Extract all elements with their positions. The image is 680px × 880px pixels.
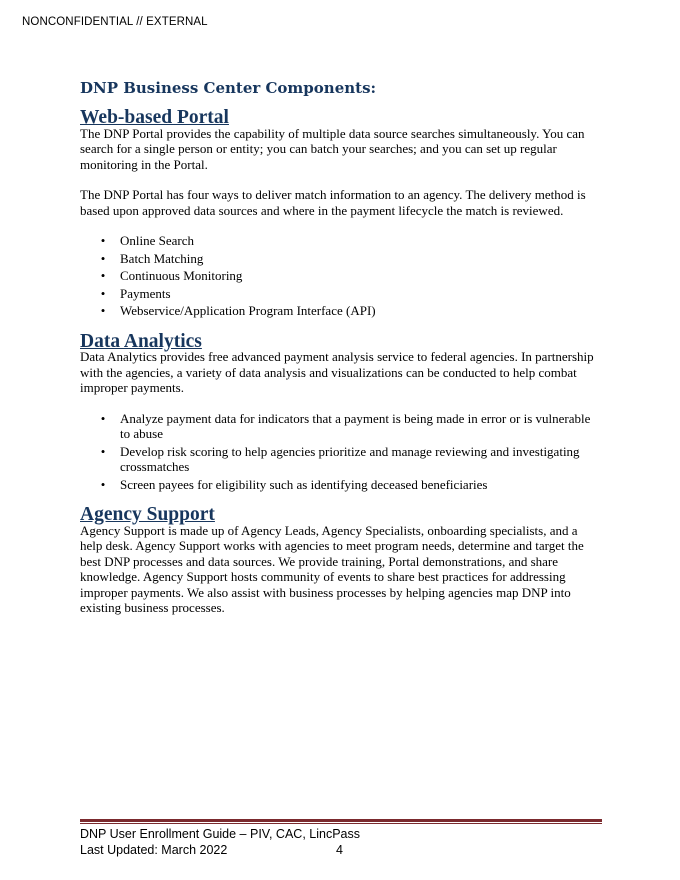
list-item — [80, 251, 602, 267]
page-title: DNP Business Center Components: — [80, 79, 377, 97]
list-item-text: Develop risk scoring to help agencies prioritize and manage reviewing and investigating crossmatches — [120, 443, 580, 474]
list-item-text: Screen payees for eligibility such as identifying deceased beneficiaries — [120, 476, 488, 492]
bullet-icon: • — [100, 443, 106, 459]
classification-marking: NONCONFIDENTIAL // EXTERNAL — [22, 16, 208, 28]
list-item — [80, 477, 602, 493]
paragraph: Agency Support is made up of Agency Leads, Agency Specialists, onboarding specialists, and a help desk. Agency Support works with agencies to meet program needs, determine and target the best DNP processes and data sources. We provide training, Portal demonstrations, and share knowledge. Agency Support hosts community of events to share best practices for addressing improper payments. We also assist with business processes by helping agencies map DNP into existing business processes. — [80, 522, 584, 615]
list-item-text: Payments — [120, 285, 171, 301]
section-web-based-portal — [80, 107, 602, 319]
section-heading: Agency Support — [80, 504, 215, 525]
bullet-icon: • — [100, 268, 106, 283]
list-item-text: Continuous Monitoring — [120, 268, 243, 283]
list-item — [80, 411, 602, 442]
page-content — [80, 78, 602, 631]
bullet-icon: • — [100, 476, 106, 492]
footer-last-updated: Last Updated: March 2022 — [80, 843, 228, 857]
section-heading: Data Analytics — [80, 330, 202, 352]
bullet-list — [80, 411, 602, 493]
bullet-list — [80, 233, 602, 319]
list-item — [80, 233, 602, 249]
list-item-text: Online Search — [120, 233, 195, 248]
footer-doc-title: DNP User Enrollment Guide – PIV, CAC, LincPass — [80, 827, 360, 841]
list-item-text: Analyze payment data for indicators that a payment is being made in error or is vulnerable to abuse — [120, 410, 591, 441]
list-item — [80, 444, 602, 475]
bullet-icon: • — [100, 250, 106, 266]
section-heading: Web-based Portal — [80, 107, 229, 128]
paragraph: The DNP Portal provides the capability of multiple data source searches simultaneously. You can search for a single person or entity; you can batch your searches; and you can set up regular monitoring in the Portal. — [80, 125, 585, 172]
list-item-text: Webservice/Application Program Interface (API) — [120, 303, 376, 318]
bullet-icon: • — [100, 233, 106, 248]
list-item-text: Batch Matching — [120, 250, 204, 266]
page-footer — [80, 826, 602, 858]
section-data-analytics — [80, 330, 602, 493]
paragraph: Data Analytics provides free advanced payment analysis service to federal agencies. In partnership with the agencies, a variety of data analysis and visualizations can be conducted to help combat improper payments. — [80, 349, 594, 395]
footer-divider — [80, 819, 602, 822]
section-agency-support — [80, 504, 602, 616]
bullet-icon: • — [100, 303, 106, 318]
footer-divider-thin — [80, 823, 602, 824]
bullet-icon: • — [100, 410, 106, 426]
paragraph: The DNP Portal has four ways to deliver match information to an agency. The delivery method is based upon approved data sources and where in the payment lifecycle the match is reviewed. — [80, 187, 586, 218]
list-item — [80, 286, 602, 302]
list-item — [80, 268, 602, 284]
page-number: 4 — [336, 843, 343, 857]
list-item — [80, 303, 602, 319]
bullet-icon: • — [100, 285, 106, 301]
